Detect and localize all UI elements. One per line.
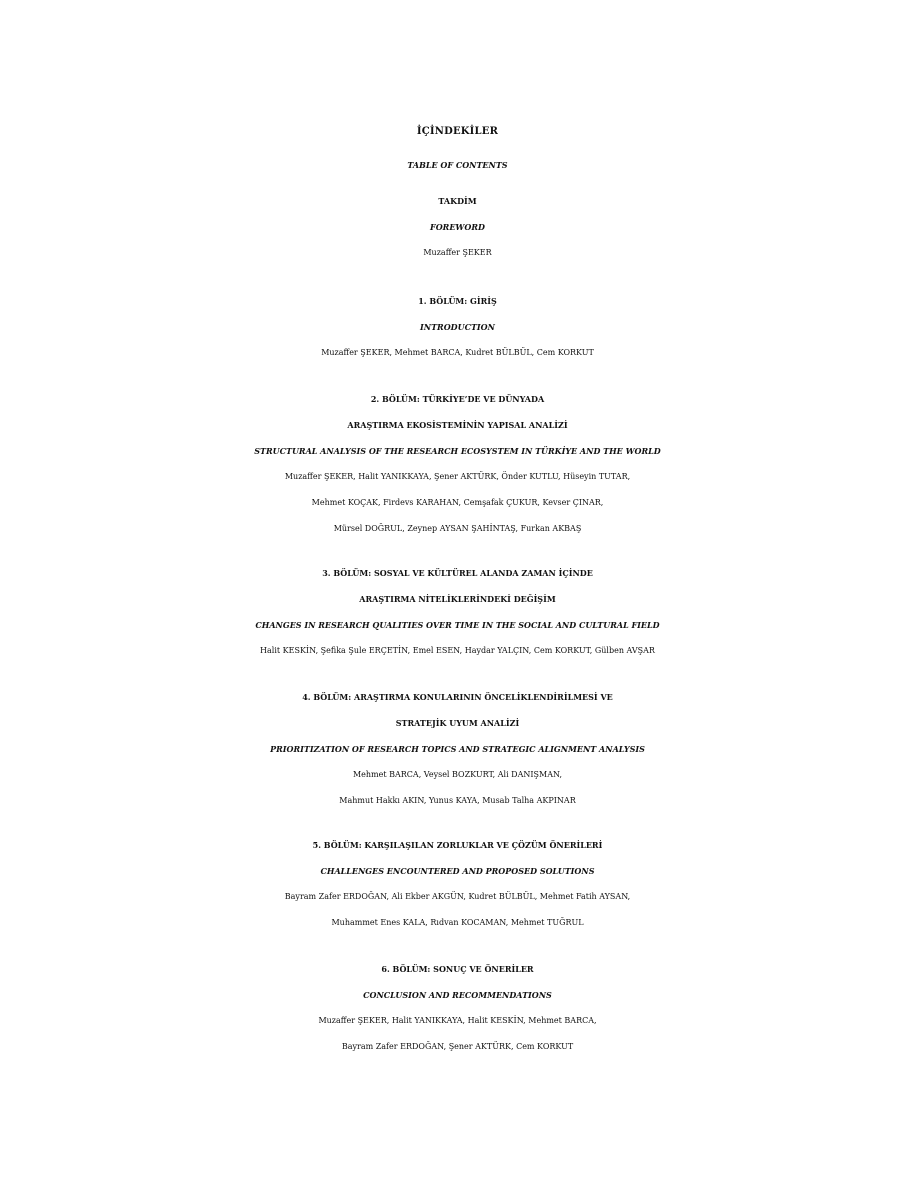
- toc-entry-chapter-5: [0, 832, 915, 936]
- page-title: İÇİNDEKİLER: [416, 126, 499, 137]
- toc-entry-heading: TAKDİM: [438, 196, 477, 206]
- toc-entry-authors: Mürsel DOĞRUL, Zeynep AYSAN ŞAHİNTAŞ, Furkan AKBAŞ: [333, 524, 582, 533]
- toc-entry-heading: 5. BÖLÜM: KARŞILAŞILAN ZORLUKLAR VE ÇÖZÜM ÖNERİLERİ: [312, 840, 603, 850]
- toc-entry-authors: Mahmut Hakkı AKIN, Yunus KAYA, Musab Talha AKPINAR: [339, 796, 576, 805]
- toc-entry-heading: ARAŞTIRMA EKOSİSTEMİNİN YAPISAL ANALİZİ: [347, 420, 568, 430]
- toc-entry-english-title: FOREWORD: [430, 222, 485, 232]
- toc-entry-heading: ARAŞTIRMA NİTELİKLERİNDEKİ DEĞİŞİM: [359, 594, 556, 604]
- toc-entry-english-title: CHALLENGES ENCOUNTERED AND PROPOSED SOLUTIONS: [320, 866, 595, 876]
- toc-entry-foreword: [0, 188, 915, 266]
- toc-entry-authors: Muzaffer ŞEKER, Halit YANIKKAYA, Şener AKTÜRK, Önder KUTLU, Hüseyin TUTAR,: [284, 472, 631, 481]
- toc-entry-authors: Bayram Zafer ERDOĞAN, Ali Ekber AKGÜN, Kudret BÜLBÜL, Mehmet Fatih AYSAN,: [284, 892, 631, 901]
- toc-entry-chapter-3: [0, 560, 915, 664]
- toc-entry-heading: 4. BÖLÜM: ARAŞTIRMA KONULARININ ÖNCELİKLENDİRİLMESİ VE: [302, 692, 613, 702]
- toc-entry-heading: STRATEJİK UYUM ANALİZİ: [395, 718, 520, 728]
- toc-entry-authors: Muhammet Enes KALA, Rıdvan KOCAMAN, Mehmet TUĞRUL: [331, 918, 584, 927]
- toc-entry-chapter-1: [0, 288, 915, 366]
- toc-entry-heading: 1. BÖLÜM: GİRİŞ: [418, 296, 497, 306]
- toc-entry-chapter-4: [0, 684, 915, 814]
- toc-entry-authors: Muzaffer ŞEKER, Mehmet BARCA, Kudret BÜLBÜL, Cem KORKUT: [321, 348, 594, 357]
- toc-entry-english-title: CHANGES IN RESEARCH QUALITIES OVER TIME IN THE SOCIAL AND CULTURAL FIELD: [255, 620, 660, 630]
- toc-entry-authors: Mehmet KOÇAK, Firdevs KARAHAN, Cemşafak ÇUKUR, Kevser ÇINAR,: [311, 498, 604, 507]
- toc-entry-english-title: INTRODUCTION: [420, 322, 495, 332]
- toc-entry-chapter-2: [0, 386, 915, 542]
- toc-entry-heading: 3. BÖLÜM: SOSYAL VE KÜLTÜREL ALANDA ZAMAN İÇİNDE: [322, 568, 593, 578]
- toc-entry-authors: Muzaffer ŞEKER, Halit YANIKKAYA, Halit KESKİN, Mehmet BARCA,: [318, 1016, 597, 1025]
- toc-entry-authors: Halit KESKİN, Şefika Şule ERÇETİN, Emel ESEN, Haydar YALÇIN, Cem KORKUT, Gülben AVŞAR: [260, 646, 655, 655]
- toc-entry-chapter-6: [0, 956, 915, 1060]
- toc-entry-authors: Mehmet BARCA, Veysel BOZKURT, Ali DANIŞMAN,: [352, 770, 563, 779]
- toc-entry-english-title: PRIORITIZATION OF RESEARCH TOPICS AND STRATEGIC ALIGNMENT ANALYSIS: [270, 744, 645, 754]
- toc-entry-english-title: CONCLUSION AND RECOMMENDATIONS: [363, 990, 552, 1000]
- toc-entry-authors: Bayram Zafer ERDOĞAN, Şener AKTÜRK, Cem KORKUT: [341, 1042, 574, 1051]
- page-subtitle: TABLE OF CONTENTS: [407, 160, 508, 170]
- toc-entry-authors: Muzaffer ŞEKER: [423, 248, 492, 257]
- toc-entry-heading: 2. BÖLÜM: TÜRKİYE’DE VE DÜNYADA: [370, 394, 545, 404]
- toc-entry-english-title: STRUCTURAL ANALYSIS OF THE RESEARCH ECOSYSTEM IN TÜRKİYE AND THE WORLD: [254, 446, 661, 456]
- toc-entry-heading: 6. BÖLÜM: SONUÇ VE ÖNERİLER: [381, 964, 534, 974]
